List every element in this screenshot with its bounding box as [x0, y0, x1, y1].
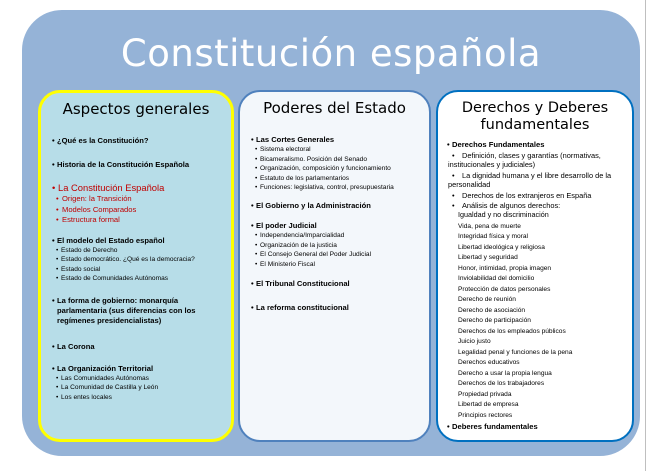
- list-item: • El modelo del Estado español: [47, 236, 227, 246]
- list-subitem: • Estado de Comunidades Autónomas: [47, 274, 227, 284]
- right-item: ▪ Derechos de los trabajadores: [444, 379, 628, 390]
- topic-list: [240, 135, 429, 313]
- list-item: • El poder Judicial: [246, 221, 425, 231]
- list-subitem: • Funciones: legislativa, control, presupuestaria: [246, 183, 425, 193]
- column-poderes-del-estado: [238, 90, 431, 442]
- right-item: ▪ Honor, intimidad, propia imagen: [444, 264, 628, 275]
- right-item: ▪ Integridad física y moral: [444, 232, 628, 243]
- list-subitem-highlight: • Origen: la Transición: [47, 194, 227, 205]
- list-subitem: • El Ministerio Fiscal: [246, 260, 425, 270]
- list-subitem: • Definición, clases y garantías (normativas, institucionales y judiciales): [444, 151, 628, 170]
- list-subitem: • Estado democrático. ¿Qué es la democracia?: [47, 255, 227, 265]
- right-item: ▪ Libertad de empresa: [444, 400, 628, 411]
- right-item: ▪ Derecho de participación: [444, 316, 628, 327]
- list-subitem: • Sistema electoral: [246, 145, 425, 155]
- list-subitem: • Bicameralismo. Posición del Senado: [246, 155, 425, 165]
- right-item: ▪ Derecho de reunión: [444, 295, 628, 306]
- column-derechos-y-deberes: [436, 90, 634, 442]
- list-item: • La forma de gobierno: monarquía parlamentaria (sus diferencias con los regímenes presidencialistas): [47, 296, 227, 326]
- right-item: ▪ Derechos educativos: [444, 358, 628, 369]
- list-item: • La reforma constitucional: [246, 303, 425, 313]
- list-item: • Deberes fundamentales: [444, 422, 628, 432]
- list-item: • El Tribunal Constitucional: [246, 279, 425, 289]
- list-subitem: • Estatuto de los parlamentarios: [246, 174, 425, 184]
- list-subitem: • Los entes locales: [47, 393, 227, 403]
- list-subitem: • Organización de la justicia: [246, 241, 425, 251]
- right-item: ▪ Igualdad y no discriminación: [444, 210, 628, 222]
- list-item: • La Corona: [47, 342, 227, 352]
- list-subitem: • El Consejo General del Poder Judicial: [246, 250, 425, 260]
- list-subitem: • La Comunidad de Castilla y León: [47, 383, 227, 393]
- column-aspectos-generales: [38, 90, 234, 442]
- list-subitem: • Derechos de los extranjeros en España: [444, 191, 628, 200]
- list-item: • El Gobierno y la Administración: [246, 201, 425, 211]
- list-item: • La Organización Territorial: [47, 364, 227, 374]
- right-item: ▪ Principios rectores: [444, 411, 628, 422]
- column-heading: Aspectos generales: [62, 100, 210, 118]
- list-item: • ¿Qué es la Constitución?: [47, 136, 227, 146]
- list-item: • Historia de la Constitución Española: [47, 160, 227, 170]
- right-item: ▪ Inviolabilidad del domicilio: [444, 274, 628, 285]
- list-item-highlight: • La Constitución Española: [47, 182, 227, 194]
- list-item: • Derechos Fundamentales: [444, 140, 628, 150]
- right-item: ▪ Derecho de asociación: [444, 306, 628, 317]
- right-item: ▪ Libertad y seguridad: [444, 253, 628, 264]
- right-item: ▪ Libertad ideológica y religiosa: [444, 243, 628, 254]
- topic-list: [41, 136, 231, 403]
- right-item: ▪ Juicio justo: [444, 337, 628, 348]
- constitution-diagram: [22, 10, 640, 456]
- right-item: ▪ Derechos de los empleados públicos: [444, 327, 628, 338]
- list-subitem: • Estado social: [47, 265, 227, 275]
- list-subitem: • Estado de Derecho: [47, 246, 227, 256]
- right-item: ▪ Derecho a usar la propia lengua: [444, 369, 628, 380]
- diagram-title: Constitución española: [120, 32, 542, 75]
- list-subitem: • Independencia/Imparcialidad: [246, 231, 425, 241]
- column-heading: Poderes del Estado: [263, 99, 406, 117]
- list-subitem-highlight: • Estructura formal: [47, 215, 227, 226]
- right-item: ▪ Protección de datos personales: [444, 285, 628, 296]
- list-subitem: • Organización, composición y funcionamiento: [246, 164, 425, 174]
- column-heading: Derechos y Deberes fundamentales: [461, 100, 609, 133]
- list-subitem: • Análisis de algunos derechos:: [444, 201, 628, 210]
- right-item: ▪ Propiedad privada: [444, 390, 628, 401]
- list-subitem-highlight: • Modelos Comparados: [47, 205, 227, 216]
- topic-list: [438, 140, 632, 432]
- list-subitem: • La dignidad humana y el libre desarrollo de la personalidad: [444, 171, 628, 190]
- list-item: • Las Cortes Generales: [246, 135, 425, 145]
- right-item: ▪ Legalidad penal y funciones de la pena: [444, 348, 628, 359]
- right-edge-rule: [645, 0, 646, 471]
- right-item: ▪ Vida, pena de muerte: [444, 222, 628, 233]
- list-subitem: • Las Comunidades Autónomas: [47, 374, 227, 384]
